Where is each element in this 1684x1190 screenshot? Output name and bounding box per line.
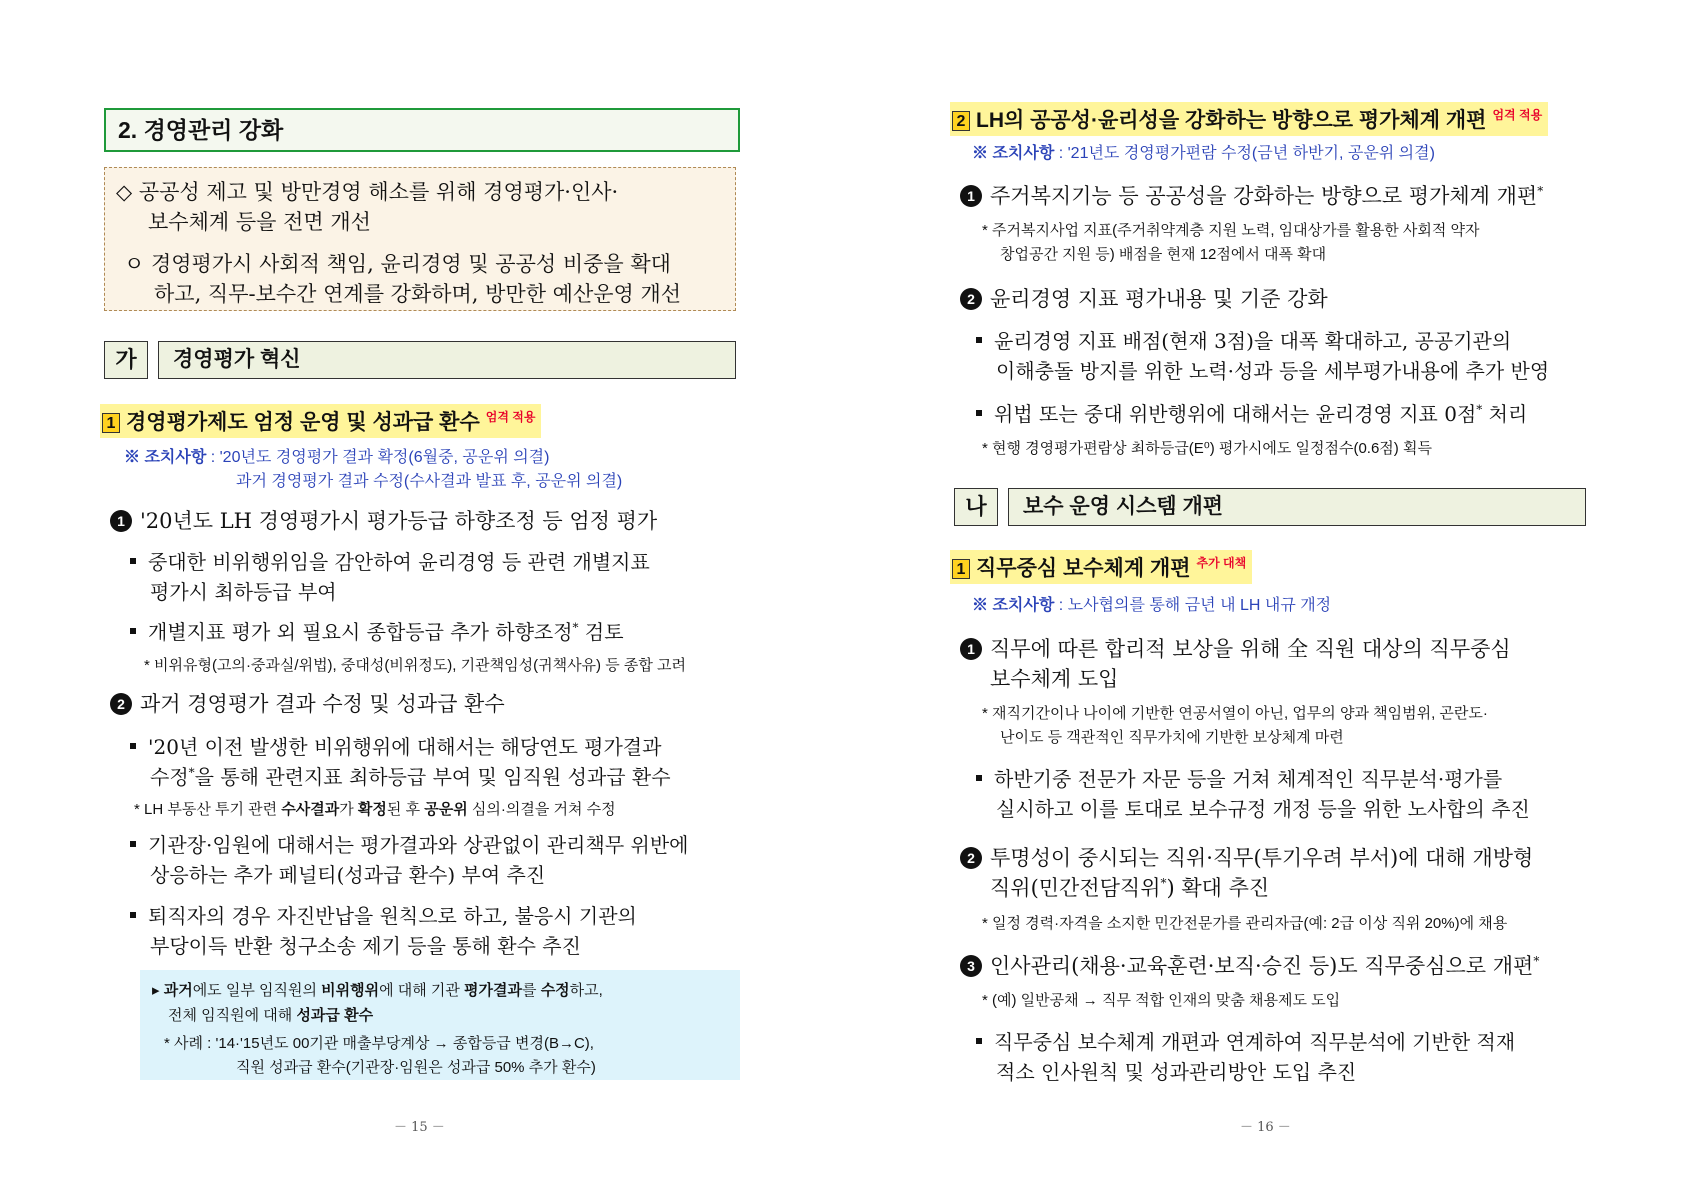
bullet-1b: 개별지표 평가 외 필요시 종합등급 추가 하향조정* 검토 <box>130 616 624 645</box>
badge: 엄격 적용 <box>1492 108 1543 122</box>
r3-item-2-cont: 직위(민간전담직위*) 확대 추진 <box>990 876 1270 900</box>
subsection-title: 보수 운영 시스템 개편 <box>1008 488 1586 526</box>
action-note-2: 과거 경영평가 결과 수정(수사결과 발표 후, 공운위 의결) <box>236 473 623 490</box>
r3-bullet-1-cont: 실시하고 이를 토대로 보수규정 개정 등을 위한 노사합의 추진 <box>996 797 1530 821</box>
number-box: 1 <box>952 559 970 579</box>
r3-footnote-1a: * 재직기간이나 나이에 기반한 연공서열이 아닌, 업무의 양과 책임범위, 곤란도· <box>982 705 1488 722</box>
circled-number: 1 <box>110 510 132 532</box>
r3-bullet-3: 직무중심 보수체계 개편과 연계하여 직무분석에 기반한 적재 <box>976 1026 1515 1055</box>
r3-item-1: 1 직무에 따른 합리적 보상을 위해 全 직원 대상의 직무중심 <box>960 633 1511 663</box>
bullet-2c: 퇴직자의 경우 자진반납을 원칙으로 하고, 불응시 기관의 <box>130 900 637 929</box>
subsection-title: 경영평가 혁신 <box>158 341 736 379</box>
action-note-4: ※ 조치사항 : 노사협의를 통해 금년 내 LH 내규 개정 <box>972 597 1332 614</box>
r3-footnote-3: * (예) 일반공채 → 직무 적합 인재의 맞춤 채용제도 도입 <box>982 992 1341 1009</box>
subsection-tag: 나 <box>954 488 998 526</box>
r-bullet-2b: 위법 또는 중대 위반행위에 대해서는 윤리경영 지표 0점* 처리 <box>976 398 1527 427</box>
r-footnote-1a: * 주거복지사업 지표(주거취약계층 지원 노력, 임대상가를 활용한 사회적 약자 <box>982 222 1480 239</box>
r-footnote-2: * 현행 경영평가편람상 최하등급(E⁰) 평가시에도 일정점수(0.6점) 획득 <box>982 440 1432 457</box>
badge: 추가 대책 <box>1196 556 1247 570</box>
square-bullet-icon <box>976 1038 982 1044</box>
circled-number: 1 <box>960 638 982 660</box>
info-line-2: 전체 임직원에 대해 성과급 환수 <box>168 1007 374 1024</box>
heading-1: 1 경영평가제도 엄정 운영 및 성과급 환수 $^{엄격 적용}$ <box>100 404 541 438</box>
r3-footnote-2: * 일정 경력·자격을 소지한 민간전문가를 관리자급(예: 2급 이상 직위 20%)에 채용 <box>982 915 1508 932</box>
info-line-3: * 사례 : '14·'15년도 00기관 매출부당계상 → 종합등급 변경(B→C), <box>164 1035 594 1052</box>
bullet-1a: 중대한 비위행위임을 감안하여 윤리경영 등 관련 개별지표 <box>130 546 650 575</box>
r-footnote-1b: 창업공간 지원 등) 배점을 현재 12점에서 대폭 확대 <box>1000 246 1327 263</box>
r3-bullet-1: 하반기중 전문가 자문 등을 거쳐 체계적인 직무분석·평가를 <box>976 763 1502 792</box>
info-line-4: 직원 성과급 환수(기관장·임원은 성과급 50% 추가 환수) <box>236 1059 596 1076</box>
footnote-2: * LH 부동산 투기 관련 수사결과가 확정된 후 공운위 심의·의결을 거쳐 수정 <box>134 801 616 818</box>
heading-3: 1 직무중심 보수체계 개편 $^{추가 대책}$ <box>950 550 1252 584</box>
number-box: 1 <box>102 413 120 433</box>
square-bullet-icon <box>976 775 982 781</box>
action-note-1: ※ 조치사항 : '20년도 경영평가 결과 확정(6월중, 공운위 의결) <box>124 449 550 466</box>
section-title: 2. 경영관리 강화 <box>104 108 740 152</box>
item-2: 2 과거 경영평가 결과 수정 및 성과급 환수 <box>110 688 505 718</box>
summary-line-2: 보수체계 등을 전면 개선 <box>148 210 371 234</box>
page-number: － 15 － <box>394 1120 445 1135</box>
square-bullet-icon <box>130 743 136 749</box>
square-bullet-icon <box>130 912 136 918</box>
circled-number: 2 <box>110 693 132 715</box>
bullet-2c-cont: 부당이득 반환 청구소송 제기 등을 통해 환수 추진 <box>150 934 581 958</box>
circled-number: 2 <box>960 288 982 310</box>
circled-number: 2 <box>960 847 982 869</box>
r3-bullet-3-cont: 적소 인사원칙 및 성과관리방안 도입 추진 <box>996 1060 1357 1084</box>
summary-line-3: ㅇ 경영평가시 사회적 책임, 윤리경영 및 공공성 비중을 확대 <box>124 252 671 276</box>
item-1: 1 '20년도 LH 경영평가시 평가등급 하향조정 등 엄정 평가 <box>110 505 657 535</box>
heading-2: 2 LH의 공공성·윤리성을 강화하는 방향으로 평가체계 개편 $^{엄격 적용}$ <box>950 102 1548 136</box>
square-bullet-icon <box>130 558 136 564</box>
square-bullet-icon <box>130 841 136 847</box>
r-item-1: 1 주거복지기능 등 공공성을 강화하는 방향으로 평가체계 개편* <box>960 180 1543 210</box>
r-bullet-2a: 윤리경영 지표 배점(현재 3점)을 대폭 확대하고, 공공기관의 <box>976 325 1511 354</box>
r3-item-2: 2 투명성이 중시되는 직위·직무(투기우려 부서)에 대해 개방형 <box>960 842 1533 872</box>
subsection-tag: 가 <box>104 341 148 379</box>
bullet-2a: '20년 이전 발생한 비위행위에 대해서는 해당연도 평가결과 <box>130 731 661 760</box>
bullet-2b: 기관장·임원에 대해서는 평가결과와 상관없이 관리책무 위반에 <box>130 829 688 858</box>
info-line-1: ▸ 과거에도 일부 임직원의 비위행위에 대해 기관 평가결과를 수정하고, <box>152 982 603 999</box>
r-bullet-2a-cont: 이해충돌 방지를 위한 노력·성과 등을 세부평가내용에 추가 반영 <box>996 359 1550 383</box>
bullet-2a-cont: 수정*을 통해 관련지표 최하등급 부여 및 임직원 성과급 환수 <box>150 765 671 789</box>
square-bullet-icon <box>976 337 982 343</box>
r3-footnote-1b: 난이도 등 객관적인 직무가치에 기반한 보상체계 마련 <box>1000 729 1344 746</box>
r3-item-3: 3 인사관리(채용·교육훈련·보직·승진 등)도 직무중심으로 개편* <box>960 950 1539 980</box>
number-box: 2 <box>952 111 970 131</box>
circled-number: 3 <box>960 955 982 977</box>
badge: 엄격 적용 <box>485 410 536 424</box>
r-item-2: 2 윤리경영 지표 평가내용 및 기준 강화 <box>960 283 1328 313</box>
page-number: － 16 － <box>1240 1120 1291 1135</box>
square-bullet-icon <box>976 410 982 416</box>
summary-line-1: ◇ 공공성 제고 및 방만경영 해소를 위해 경영평가·인사· <box>116 180 619 204</box>
r3-item-1-cont: 보수체계 도입 <box>990 667 1119 691</box>
footnote-1: * 비위유형(고의·중과실/위법), 중대성(비위정도), 기관책임성(귀책사유) 등 종합 고려 <box>144 657 686 674</box>
bullet-2b-cont: 상응하는 추가 페널티(성과급 환수) 부여 추진 <box>150 863 546 887</box>
square-bullet-icon <box>130 628 136 634</box>
action-note-3: ※ 조치사항 : '21년도 경영평가편람 수정(금년 하반기, 공운위 의결) <box>972 145 1435 162</box>
page-16 <box>842 0 1684 1190</box>
summary-line-4: 하고, 직무-보수간 연계를 강화하며, 방만한 예산운영 개선 <box>154 282 682 306</box>
circled-number: 1 <box>960 185 982 207</box>
bullet-1a-cont: 평가시 최하등급 부여 <box>150 580 337 604</box>
